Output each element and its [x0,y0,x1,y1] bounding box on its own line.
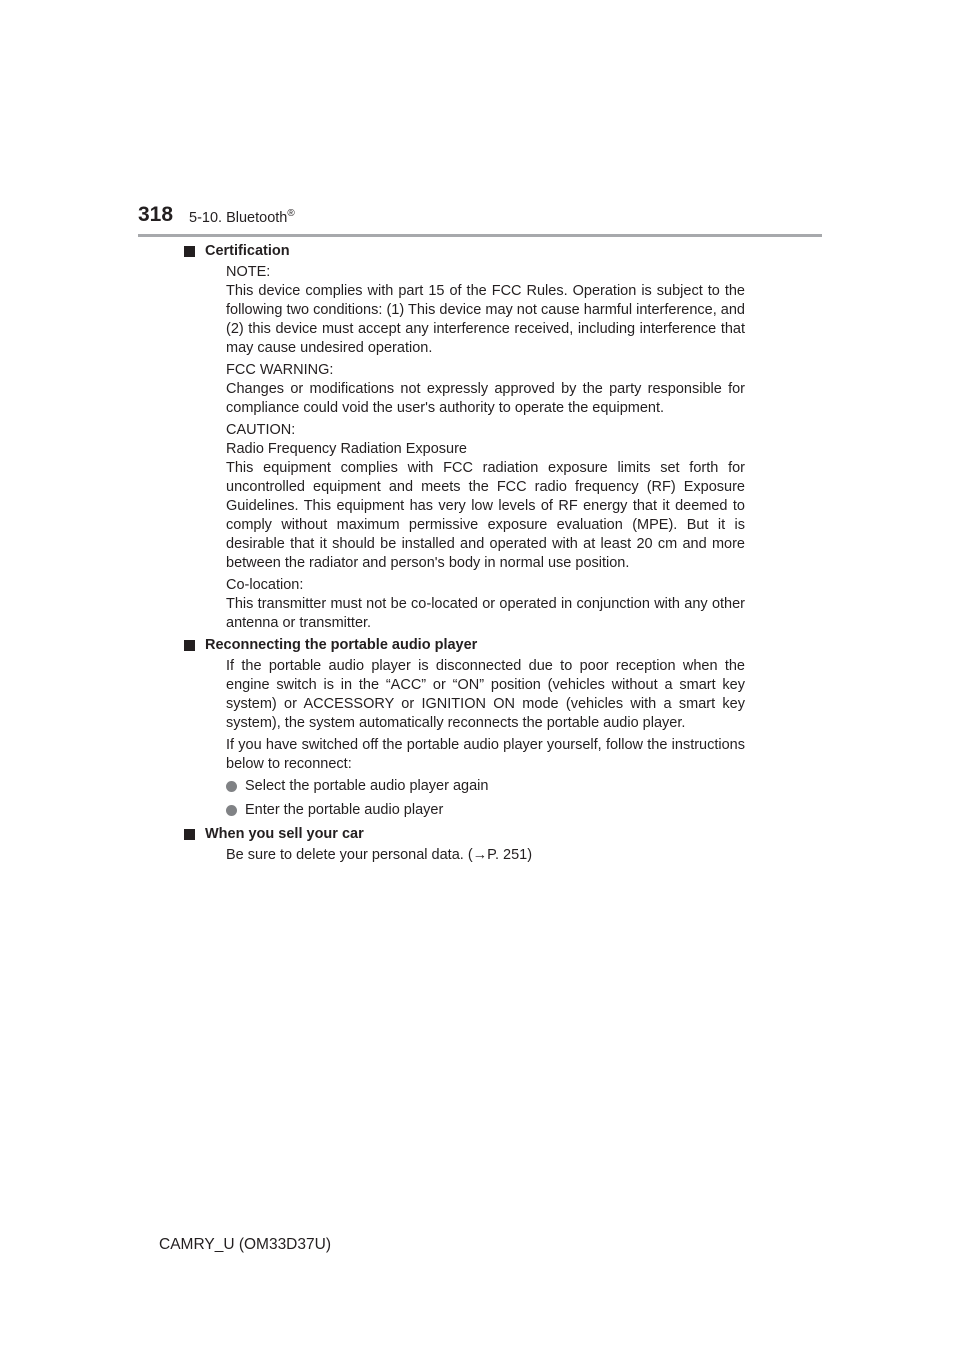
section-title-text: 5-10. Bluetooth [189,210,288,226]
reconnect-instructions: If you have switched off the portable audio player yourself, follow the instructions below to reconnect: [226,737,745,772]
fcc-warning-text: Changes or modifications not expressly approved by the party responsible for compliance could void the user's authority to operate the equipment. [226,381,745,416]
list-item [226,801,745,820]
reconnect-text: If the portable audio player is disconnected due to poor reception when the engine switch is in the “ACC” or “ON” position (vehicles without a smart key system) or ACCESSORY or IGNITION ON mode (vehicles with a smart key system), the system automatically reconnects the portable audio player. [226,658,745,731]
list-item-text: Enter the portable audio player [245,802,444,818]
caution-label: CAUTION: [226,422,296,438]
heading-text: Reconnecting the portable audio player [205,637,478,653]
colocation-text: This transmitter must not be co-located or operated in conjunction with any other antenna or transmitter. [226,596,745,631]
list-item-text: Select the portable audio player again [245,778,489,794]
section-heading [184,242,745,261]
square-bullet-icon [184,829,195,840]
section-heading [184,825,745,844]
registered-mark: ® [287,208,295,219]
square-bullet-icon [184,640,195,651]
section-heading [184,636,745,655]
heading-text: Certification [205,243,290,259]
caution-text: This equipment complies with FCC radiation exposure limits set forth for uncontrolled equipment and meets the FCC radio frequency (RF) Exposure Guidelines. This equipment has very low levels of RF energy that it deemed to comply without maximum permissive exposure evaluation (MPE). But it is desirable that it should be installed and operated with at least 20 cm and more between the radiator and person's body in normal use position. [226,460,745,571]
page-header [138,202,822,237]
heading-text: When you sell your car [205,826,364,842]
model-code: CAMRY_U (OM33D37U) [159,1236,331,1253]
page-content [205,242,745,868]
section-title [189,208,295,228]
reconnecting-section [205,636,745,820]
note-text: This device complies with part 15 of the FCC Rules. Operation is subject to the following two conditions: (1) This device may not cause harmful interference, and (2) this device must accept any interference received, including interference that may cause undesired operation. [226,283,745,356]
square-bullet-icon [184,246,195,257]
list-item [226,777,745,796]
caution-title: Radio Frequency Radiation Exposure [226,441,467,457]
note-label: NOTE: [226,264,271,280]
round-bullet-icon [226,781,237,792]
fcc-warning-label: FCC WARNING: [226,362,334,378]
page-number: 318 [138,203,174,226]
colocation-label: Co-location: [226,577,304,593]
sell-section [205,825,745,865]
sell-text: Be sure to delete your personal data. (→P. 251) [226,847,533,863]
round-bullet-icon [226,805,237,816]
certification-section [205,242,745,633]
